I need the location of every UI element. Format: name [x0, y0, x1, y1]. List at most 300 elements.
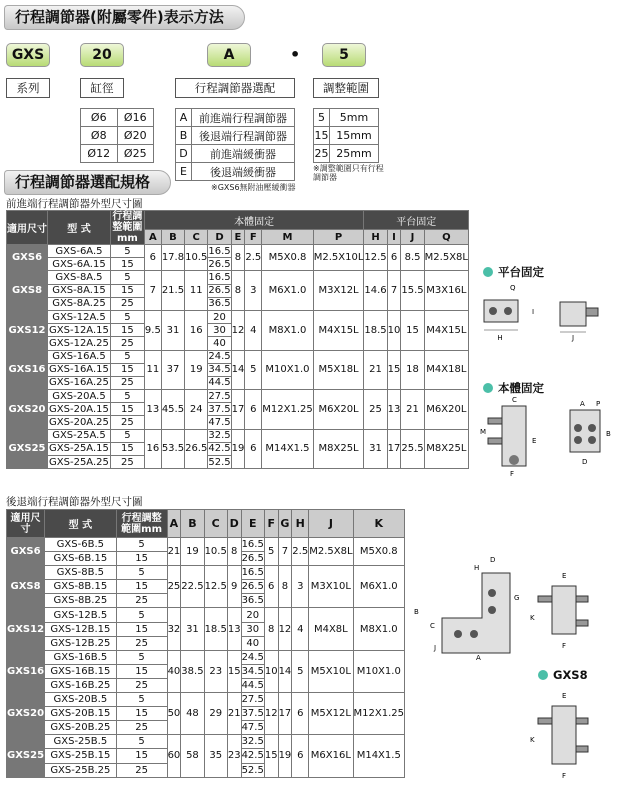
range-cell: 15 [116, 622, 167, 636]
model-cell: GXS-6A.5 [48, 245, 111, 258]
dim-Q: M3X16L [424, 271, 468, 311]
front-col-E: E [231, 230, 245, 245]
dim-letter: C [512, 396, 517, 404]
legend-platform: 平台固定 [483, 264, 544, 280]
dim-J: M4X8L [309, 608, 353, 650]
range-row [314, 109, 379, 127]
rear-side-view [530, 572, 588, 650]
model-cell: GXS-6B.15 [45, 552, 117, 566]
dim-E: 44.5 [241, 679, 264, 691]
dim-B: 53.5 [161, 429, 184, 469]
rear-col-B: B [181, 510, 204, 538]
model-cell: GXS-20A.15 [49, 403, 109, 415]
range-cell: 25 [116, 636, 167, 650]
dim-H: 12.5 [364, 245, 387, 271]
dim-D: 9 [227, 566, 241, 608]
table-row [7, 735, 405, 749]
range-desc: 15mm [330, 127, 379, 145]
model-cell: GXS-20B.15 [45, 707, 117, 721]
front-col-F: F [245, 230, 262, 245]
size-cell: GXS12 [7, 310, 48, 350]
size-cell: GXS6 [7, 245, 48, 271]
dim-D: 16.5 [208, 245, 231, 257]
range-cell: 5 [116, 608, 167, 622]
dim-K: M6X1.0 [353, 566, 404, 608]
dim-B: 58 [181, 735, 204, 777]
dim-H: 3 [292, 566, 309, 608]
dim-E: 14 [231, 350, 245, 390]
dim-E: 12 [231, 310, 245, 350]
dim-E: 37.5 [241, 708, 264, 720]
model-cell: GXS-25B.15 [45, 749, 117, 763]
dim-E: 8 [231, 271, 245, 311]
range-cell: 5 [116, 650, 167, 664]
dim-H: 25 [364, 390, 387, 430]
dim-letter: M [480, 428, 487, 436]
front-col-J: J [401, 230, 424, 245]
dim-J: 15 [401, 310, 424, 350]
dim-D: 30 [208, 324, 231, 337]
front-h-range: 行程調整範圍mm [112, 211, 143, 244]
dim-letter: P [596, 400, 601, 408]
model-cell: GXS-12A.15 [49, 324, 109, 336]
dim-J: 25.5 [401, 429, 424, 469]
dim-E: 47.5 [241, 722, 264, 734]
dim-F: 8 [264, 608, 278, 650]
range-code: 5 [314, 109, 330, 127]
dim-B: 21.5 [161, 271, 184, 311]
range-cell: 5 [116, 735, 167, 749]
dim-B: 22.5 [181, 566, 204, 608]
model-cell: GXS-8A.15 [48, 284, 111, 297]
dim-H: 4 [292, 608, 309, 650]
dim-B: 19 [181, 538, 204, 566]
type-code: A [176, 109, 192, 127]
model-cell: GXS-6A.15 [48, 258, 111, 271]
dim-letter: J [571, 334, 575, 342]
dim-J: M2.5X8L [309, 538, 353, 566]
dim-E: 8 [231, 245, 245, 271]
dim-E: 34.5 [241, 665, 264, 677]
front-col-B: B [161, 230, 184, 245]
dim-D: 16.5 [208, 271, 231, 283]
bore-options-table [80, 108, 154, 163]
dim-H: 21 [364, 350, 387, 390]
dim-J: M5X12L [309, 693, 353, 735]
dim-Q: M2.5X8L [424, 245, 468, 271]
size-cell: GXS16 [7, 650, 45, 692]
dim-M: M10X1.0 [262, 350, 313, 390]
dim-letter: B [606, 430, 611, 438]
dim-B: 31 [161, 310, 184, 350]
bore-cell: Ø12 [81, 145, 118, 163]
table-row [7, 350, 469, 363]
model-cell: GXS-20B.5 [45, 693, 117, 707]
platform-top-view [484, 284, 534, 342]
model-cell: GXS-25B.5 [45, 735, 117, 749]
dim-F: 15 [264, 735, 278, 777]
legend-body: 本體固定 [483, 380, 544, 396]
dim-J: 15.5 [401, 271, 424, 311]
dim-C: 10.5 [185, 245, 208, 271]
front-col-M: M [262, 230, 313, 245]
dim-K: M14X1.5 [353, 735, 404, 777]
dim-F: 3 [245, 271, 262, 311]
size-cell: GXS20 [7, 390, 48, 430]
dim-A: 50 [167, 693, 181, 735]
model-cell: GXS-8B.15 [45, 580, 117, 594]
dim-I: 13 [387, 390, 401, 430]
dim-A: 32 [167, 608, 181, 650]
range-cell: 15 [116, 552, 167, 566]
dim-letter: J [434, 644, 437, 652]
dim-H: 6 [292, 693, 309, 735]
dim-J: M5X10L [309, 650, 353, 692]
range-cell: 5 [116, 693, 167, 707]
model-cell: GXS-8B.5 [45, 566, 117, 580]
dim-E: 19 [231, 429, 245, 469]
code-range: 5 [322, 43, 366, 67]
legend-gxs8: GXS8 [538, 668, 588, 682]
dim-F: 6 [245, 429, 262, 469]
size-cell: GXS12 [7, 608, 45, 650]
model-cell: GXS-25A.25 [49, 456, 109, 468]
dim-M: M12X1.25 [262, 390, 313, 430]
dim-J: 18 [401, 350, 424, 390]
table-row [7, 693, 405, 707]
type-code: E [176, 163, 192, 181]
dim-Q: M4X15L [424, 310, 468, 350]
range-cell: 15 [110, 284, 144, 297]
table-row [7, 429, 469, 442]
range-cell: 25 [110, 376, 144, 389]
dim-D: 8 [227, 538, 241, 566]
front-col-Q: Q [424, 230, 468, 245]
rear-col-G: G [278, 510, 292, 538]
dim-G: 12 [278, 608, 292, 650]
dim-C: 16 [185, 310, 208, 350]
dim-J: 21 [401, 390, 424, 430]
range-cell: 25 [110, 416, 144, 429]
range-cell: 15 [110, 258, 144, 271]
dim-letter: F [510, 470, 515, 478]
model-cell: GXS-8A.25 [48, 297, 111, 310]
dim-H: 14.6 [364, 271, 387, 311]
rear-h-size: 適用尺寸 [7, 510, 45, 538]
dim-E: 42.5 [241, 750, 264, 762]
range-cell: 5 [110, 429, 144, 442]
dim-letter: K [530, 614, 535, 622]
dim-letter: G [514, 594, 520, 602]
dim-C: 23 [204, 650, 227, 692]
range-cell: 15 [110, 442, 144, 455]
dim-K: M5X0.8 [353, 538, 404, 566]
range-cell: 25 [116, 721, 167, 735]
dim-D: 36.5 [208, 298, 231, 310]
size-cell: GXS20 [7, 693, 45, 735]
range-cell: 5 [116, 538, 167, 552]
range-row [314, 127, 379, 145]
dim-A: 21 [167, 538, 181, 566]
dim-C: 26.5 [185, 429, 208, 469]
dim-D: 37.5 [208, 403, 231, 415]
dim-letter: H [497, 334, 503, 342]
table-row [7, 566, 405, 580]
dim-A: 25 [167, 566, 181, 608]
rear-col-A: A [167, 510, 181, 538]
table-row [7, 650, 405, 664]
range-cell: 5 [116, 566, 167, 580]
range-code: 25 [314, 145, 330, 163]
dim-K: M12X1.25 [353, 693, 404, 735]
range-cell: 25 [116, 763, 167, 777]
dim-letter: H [474, 564, 480, 572]
dim-C: 29 [204, 693, 227, 735]
type-code: D [176, 145, 192, 163]
range-cell: 5 [110, 271, 144, 284]
model-cell: GXS-12A.5 [48, 310, 111, 323]
dim-Q: M4X18L [424, 350, 468, 390]
model-cell: GXS-12B.25 [45, 636, 117, 650]
dim-A: 9.5 [144, 310, 161, 350]
dim-E: 20 [241, 608, 264, 622]
dim-E: 40 [241, 636, 264, 650]
dim-I: 15 [387, 350, 401, 390]
code-separator: • [290, 45, 301, 64]
range-cell: 15 [110, 324, 144, 337]
dim-letter: E [532, 437, 537, 445]
dim-E: 17 [231, 390, 245, 430]
type-code: B [176, 127, 192, 145]
model-cell: GXS-8A.5 [48, 271, 111, 284]
range-cell: 15 [116, 580, 167, 594]
size-cell: GXS8 [7, 566, 45, 608]
dim-C: 11 [185, 271, 208, 311]
range-cell: 25 [110, 337, 144, 350]
dim-K: M8X1.0 [353, 608, 404, 650]
dim-B: 37 [161, 350, 184, 390]
dim-letter: I [532, 308, 535, 316]
model-cell: GXS-12B.5 [45, 608, 117, 622]
range-cell: 5 [110, 245, 144, 258]
dim-P: M6X20L [313, 390, 364, 430]
type-desc: 前進端緩衝器 [192, 145, 295, 163]
model-cell: GXS-16A.5 [48, 350, 111, 363]
label-type: 行程調節器選配 [175, 78, 295, 98]
type-options-table [175, 108, 295, 181]
dim-J: M6X16L [309, 735, 353, 777]
table-row [7, 538, 405, 552]
range-cell: 15 [116, 664, 167, 678]
dim-Q: M8X25L [424, 429, 468, 469]
model-cell: GXS-20A.25 [49, 417, 109, 429]
dim-C: 24 [185, 390, 208, 430]
front-col-P: P [313, 230, 364, 245]
dim-F: 5 [245, 350, 262, 390]
dim-G: 17 [278, 693, 292, 735]
type-row [176, 109, 295, 127]
model-cell: GXS-16B.15 [45, 664, 117, 678]
range-cell: 5 [110, 310, 144, 323]
bore-row [81, 145, 154, 163]
dim-M: M8X1.0 [262, 310, 313, 350]
dim-H: 2.5 [292, 538, 309, 566]
model-cell: GXS-16B.25 [45, 678, 117, 692]
model-cell: GXS-25B.25 [45, 763, 117, 777]
range-options-table [313, 108, 379, 163]
dim-B: 31 [181, 608, 204, 650]
range-cell: 25 [110, 297, 144, 310]
dim-P: M5X18L [313, 350, 364, 390]
dim-E: 36.5 [241, 595, 264, 607]
dim-A: 13 [144, 390, 161, 430]
rear-adjuster-diagrams [412, 548, 617, 788]
front-col-A: A [144, 230, 161, 245]
dim-I: 10 [387, 310, 401, 350]
table-row [7, 271, 469, 284]
dim-P: M2.5X10L [313, 245, 364, 271]
body-mount-view [480, 396, 536, 478]
front-h-body: 本體固定 [144, 211, 364, 230]
label-range: 調整範圍 [313, 78, 379, 98]
dim-P: M8X25L [313, 429, 364, 469]
front-h-size: 適用尺寸 [7, 211, 48, 245]
front-h-model: 型 式 [48, 211, 111, 245]
dim-letter: E [562, 572, 567, 580]
label-series: 系列 [6, 78, 50, 98]
dim-letter: D [582, 458, 588, 466]
dim-P: M3X12L [313, 271, 364, 311]
model-cell: GXS-8B.25 [45, 594, 117, 608]
front-caption: 前進端行程調節器外型尺寸圖 [6, 198, 143, 210]
rear-col-E: E [241, 510, 264, 538]
dim-B: 38.5 [181, 650, 204, 692]
type-row [176, 163, 295, 181]
type-row [176, 145, 295, 163]
dim-M: M14X1.5 [262, 429, 313, 469]
dim-D: 23 [227, 735, 241, 777]
dim-D: 40 [208, 337, 231, 350]
platform-side-view [560, 302, 598, 342]
dim-H: 31 [364, 429, 387, 469]
front-h-plate: 平台固定 [364, 211, 469, 230]
range-cell: 15 [116, 707, 167, 721]
dim-E: 27.5 [241, 694, 264, 706]
dim-F: 4 [245, 310, 262, 350]
dim-letter: D [490, 556, 496, 564]
type-row [176, 127, 295, 145]
rear-col-C: C [204, 510, 227, 538]
dim-D: 26.5 [208, 258, 231, 270]
range-code: 15 [314, 127, 330, 145]
dim-letter: Q [510, 284, 516, 292]
dim-D: 27.5 [208, 390, 231, 402]
dim-D: 32.5 [208, 430, 231, 442]
range-cell: 5 [110, 390, 144, 403]
dim-G: 14 [278, 650, 292, 692]
dim-E: 24.5 [241, 651, 264, 663]
dim-A: 11 [144, 350, 161, 390]
bore-cell: Ø16 [117, 109, 154, 127]
dim-H: 5 [292, 650, 309, 692]
range-cell: 5 [110, 350, 144, 363]
rear-front-view [414, 556, 519, 662]
dim-H: 6 [292, 735, 309, 777]
front-col-H: H [364, 230, 387, 245]
dim-D: 44.5 [208, 377, 231, 389]
dim-M: M6X1.0 [262, 271, 313, 311]
model-cell: GXS-16A.15 [49, 364, 109, 376]
range-cell: 15 [116, 749, 167, 763]
code-type: A [207, 43, 251, 67]
code-bore: 20 [80, 43, 124, 67]
front-col-I: I [387, 230, 401, 245]
front-spec-table [6, 210, 469, 469]
dim-letter: A [476, 654, 481, 662]
dim-D: 52.5 [208, 456, 231, 468]
range-cell: 15 [110, 363, 144, 376]
dim-C: 10.5 [204, 538, 227, 566]
front-col-C: C [185, 230, 208, 245]
dim-J: M3X10L [309, 566, 353, 608]
gxs8-side-view [530, 692, 588, 780]
dim-B: 48 [181, 693, 204, 735]
dim-Q: M6X20L [424, 390, 468, 430]
rear-col-J: J [309, 510, 353, 538]
bore-row [81, 127, 154, 145]
dim-letter: F [562, 642, 567, 650]
size-cell: GXS6 [7, 538, 45, 566]
dim-G: 8 [278, 566, 292, 608]
table-row [7, 390, 469, 403]
dim-F: 12 [264, 693, 278, 735]
dim-F: 5 [264, 538, 278, 566]
range-cell: 25 [110, 456, 144, 469]
dim-I: 7 [387, 271, 401, 311]
dim-D: 34.5 [208, 364, 231, 376]
range-cell: 25 [116, 594, 167, 608]
type-desc: 後退端緩衝器 [192, 163, 295, 181]
range-desc: 25mm [330, 145, 379, 163]
rear-col-F: F [264, 510, 278, 538]
table-row [7, 245, 469, 258]
dim-D: 24.5 [208, 351, 231, 363]
dim-D: 26.5 [208, 285, 231, 297]
size-cell: GXS25 [7, 429, 48, 469]
dim-D: 15 [227, 650, 241, 692]
dim-B: 17.8 [161, 245, 184, 271]
range-row [314, 145, 379, 163]
dim-D: 21 [227, 693, 241, 735]
dim-A: 7 [144, 271, 161, 311]
dim-C: 19 [185, 350, 208, 390]
dim-E: 16.5 [241, 539, 264, 551]
model-cell: GXS-25A.15 [49, 443, 109, 455]
type-desc: 後退端行程調節器 [192, 127, 295, 145]
rear-caption: 後退端行程調節器外型尺寸圖 [6, 496, 143, 508]
dim-letter: E [562, 692, 567, 700]
dim-C: 12.5 [204, 566, 227, 608]
dim-letter: A [580, 400, 585, 408]
bore-cell: Ø25 [117, 145, 154, 163]
range-cell: 15 [110, 403, 144, 416]
dim-I: 6 [387, 245, 401, 271]
rear-h-model: 型 式 [45, 510, 117, 538]
dim-D: 20 [208, 310, 231, 323]
model-cell: GXS-20A.5 [48, 390, 111, 403]
dim-H: 18.5 [364, 310, 387, 350]
dim-D: 42.5 [208, 443, 231, 455]
